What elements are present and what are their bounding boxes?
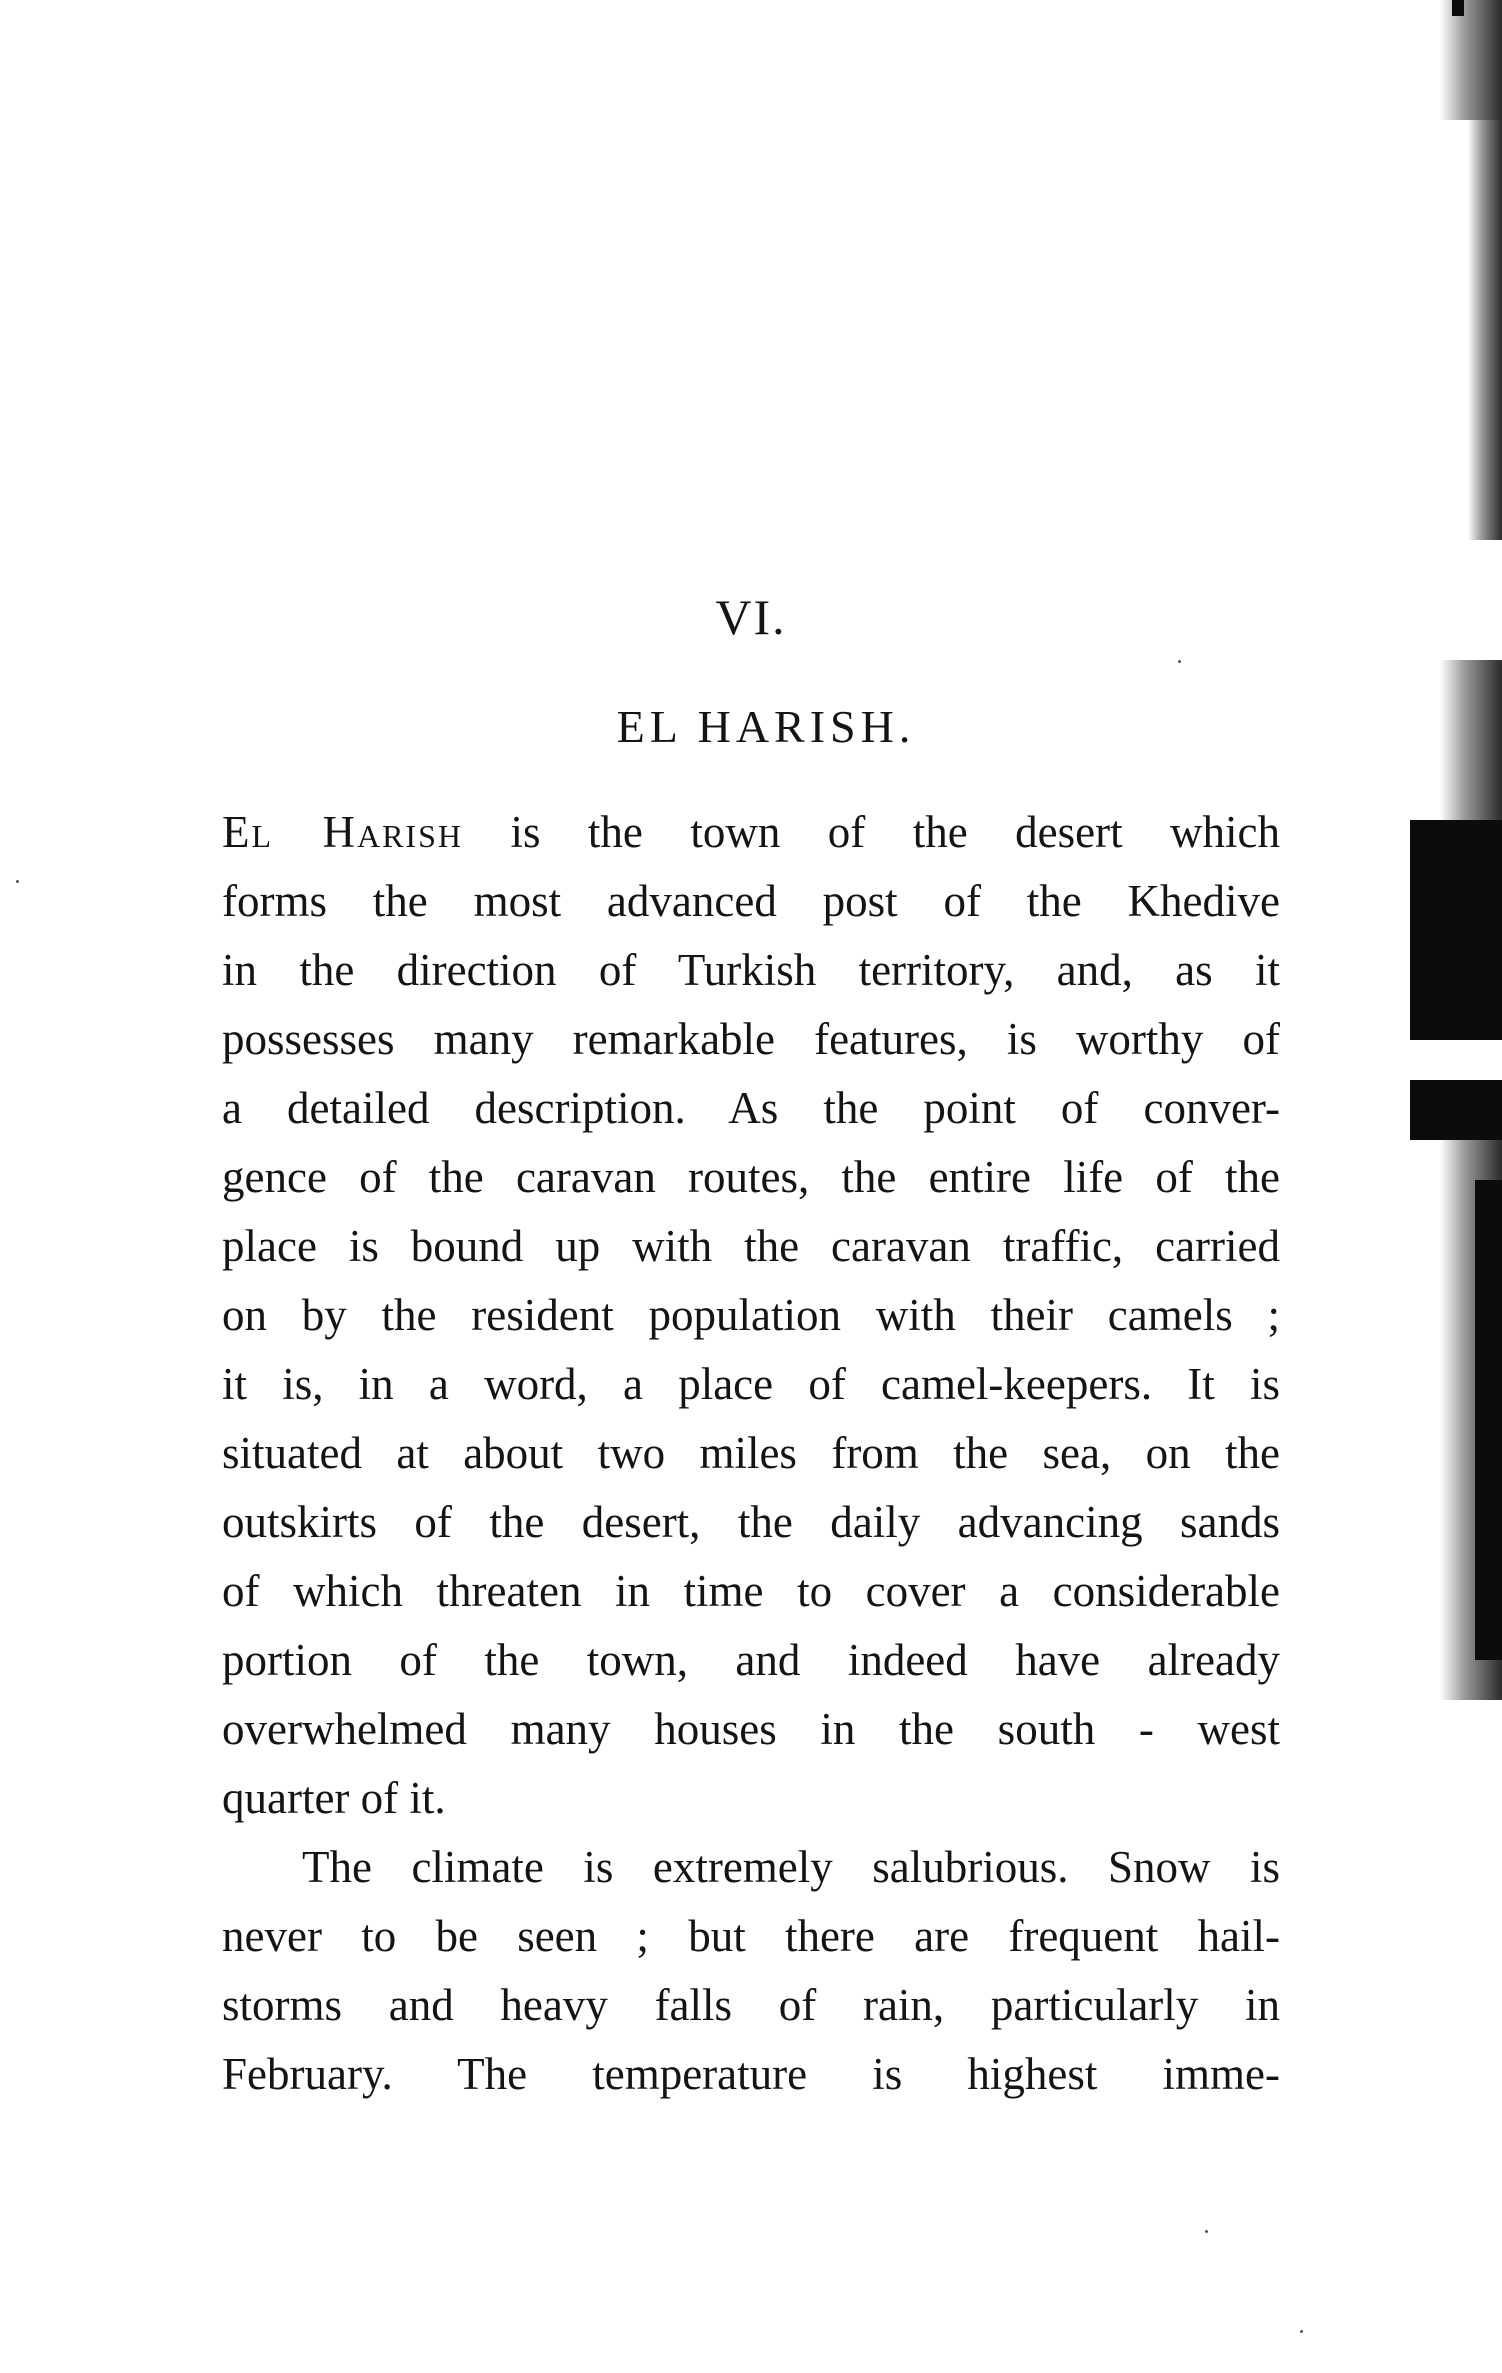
scan-shadow [1410,1080,1502,1140]
scan-shadow [1468,120,1502,540]
text-line: of which threaten in time to cover a considerable [222,1566,1280,1616]
scan-shadow [1440,0,1502,120]
text-line: quarter of it. [222,1773,446,1823]
text-line: overwhelmed many houses in the south - west [222,1704,1280,1754]
text-line-body: is the town of the desert which [463,807,1280,857]
text-line: place is bound up with the caravan traffic, carried [222,1221,1280,1271]
scan-shadow [1452,0,1464,16]
text-line: storms and heavy falls of rain, particularly in [222,1980,1280,2030]
text-line: The climate is extremely salubrious. Snow is [302,1842,1280,1892]
paragraph [222,1833,1280,2109]
paragraph [222,798,1280,1833]
text-line: in the direction of Turkish territory, and, as it [222,945,1280,995]
scan-shadow [1410,820,1502,1040]
chapter-title: EL HARISH. [616,701,916,752]
text-line: forms the most advanced post of the Khedive [222,876,1280,926]
text-line: gence of the caravan routes, the entire life of the [222,1152,1280,1202]
scan-speck [1178,660,1181,663]
scan-speck [16,880,19,883]
text-line: never to be seen ; but there are frequent hail- [222,1911,1280,1961]
text-line: possesses many remarkable features, is worthy of [222,1014,1280,1064]
text-line: portion of the town, and indeed have already [222,1635,1280,1685]
scan-speck [1300,2330,1303,2333]
text-line: situated at about two miles from the sea, on the [222,1428,1280,1478]
scan-shadow [1475,1180,1502,1660]
chapter-number: VI. [715,589,787,645]
text-line: on by the resident population with their camels ; [222,1290,1280,1340]
text-line: outskirts of the desert, the daily advancing sands [222,1497,1280,1547]
text-line: February. The temperature is highest imme- [222,2049,1280,2099]
text-line [222,798,1280,867]
town-name-smallcaps: El Harish [222,807,463,857]
scan-speck [1205,2230,1208,2233]
text-line: it is, in a word, a place of camel-keepers. It is [222,1359,1280,1409]
text-line: a detailed description. As the point of conver- [222,1083,1280,1133]
